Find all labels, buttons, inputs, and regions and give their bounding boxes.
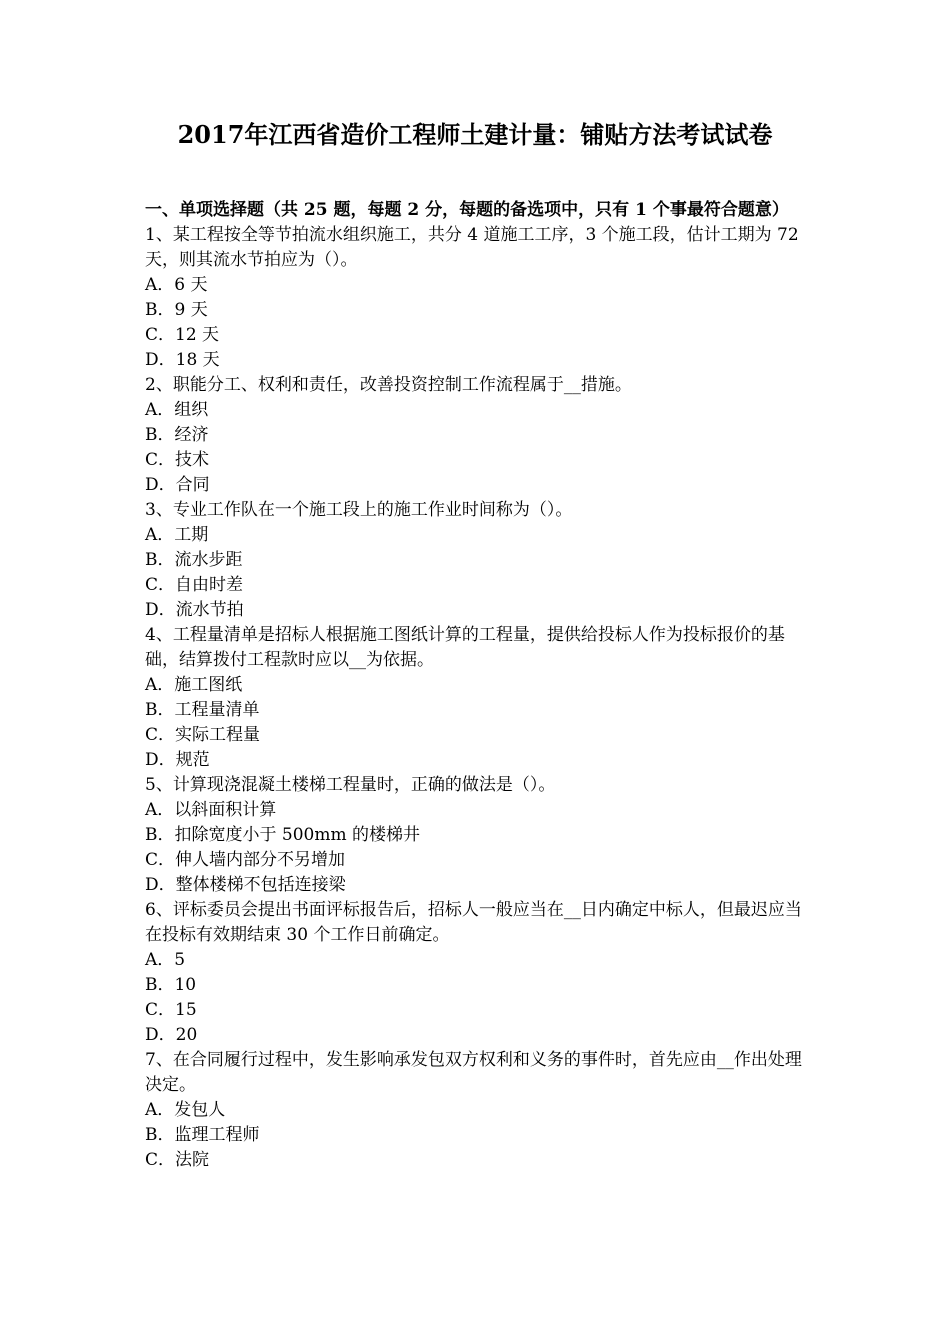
question-6: [145, 898, 810, 1048]
option-b: B．流水步距: [145, 550, 243, 570]
question-text: 7、在合同履行过程中，发生影响承发包双方权利和义务的事件时，首先应由__作出处理决定。: [145, 1050, 802, 1095]
question-text: 6、评标委员会提出书面评标报告后，招标人一般应当在__日内确定中标人，但最迟应当在投标有效期结束 30 个工作日前确定。: [145, 900, 802, 945]
question-text: 2、职能分工、权利和责任，改善投资控制工作流程属于__措施。: [145, 375, 632, 395]
question-2: [145, 373, 810, 498]
option-c: C．15: [145, 1000, 197, 1020]
question-text: 3、专业工作队在一个施工段上的施工作业时间称为（）。: [145, 500, 573, 520]
option-d: D．流水节拍: [145, 600, 244, 620]
option-c: C．法院: [145, 1150, 210, 1170]
option-d: D．规范: [145, 750, 210, 770]
option-d: D．20: [145, 1025, 198, 1045]
option-a: A．5: [145, 950, 186, 970]
option-d: D．整体楼梯不包括连接梁: [145, 875, 346, 895]
option-d: D．合同: [145, 475, 210, 495]
option-a: A．6 天: [145, 275, 208, 295]
option-a: A．工期: [145, 525, 209, 545]
option-a: A．施工图纸: [145, 675, 243, 695]
option-c: C．12 天: [145, 325, 220, 345]
question-5: [145, 773, 810, 898]
option-a: A．以斜面积计算: [145, 800, 277, 820]
option-c: C．技术: [145, 450, 210, 470]
option-b: B．监理工程师: [145, 1125, 260, 1145]
question-text: 5、计算现浇混凝土楼梯工程量时，正确的做法是（）。: [145, 775, 556, 795]
option-b: B．10: [145, 975, 197, 995]
question-4: [145, 623, 810, 773]
option-b: B．扣除宽度小于 500mm 的楼梯井: [145, 825, 420, 845]
question-text: 1、某工程按全等节拍流水组织施工，共分 4 道施工工序，3 个施工段，估计工期为 72 天，则其流水节拍应为（）。: [145, 225, 799, 270]
question-text: 4、工程量清单是招标人根据施工图纸计算的工程量，提供给投标人作为投标报价的基础，结算拨付工程款时应以__为依据。: [145, 625, 785, 670]
option-a: A．发包人: [145, 1100, 226, 1120]
question-1: [145, 223, 810, 373]
option-d: D．18 天: [145, 350, 220, 370]
document-title: 2017年江西省造价工程师土建计量：铺贴方法考试试卷: [177, 120, 773, 149]
option-b: B．9 天: [145, 300, 208, 320]
question-7: [145, 1048, 810, 1173]
option-b: B．工程量清单: [145, 700, 260, 720]
section-heading: 一、单项选择题（共 25 题，每题 2 分，每题的备选项中，只有 1 个事最符合题意）: [145, 200, 789, 220]
option-a: A．组织: [145, 400, 209, 420]
option-c: C．自由时差: [145, 575, 244, 595]
question-3: [145, 498, 810, 623]
document-body: [145, 198, 810, 1173]
option-c: C．实际工程量: [145, 725, 261, 745]
option-b: B．经济: [145, 425, 209, 445]
option-c: C．伸人墙内部分不另增加: [145, 850, 346, 870]
